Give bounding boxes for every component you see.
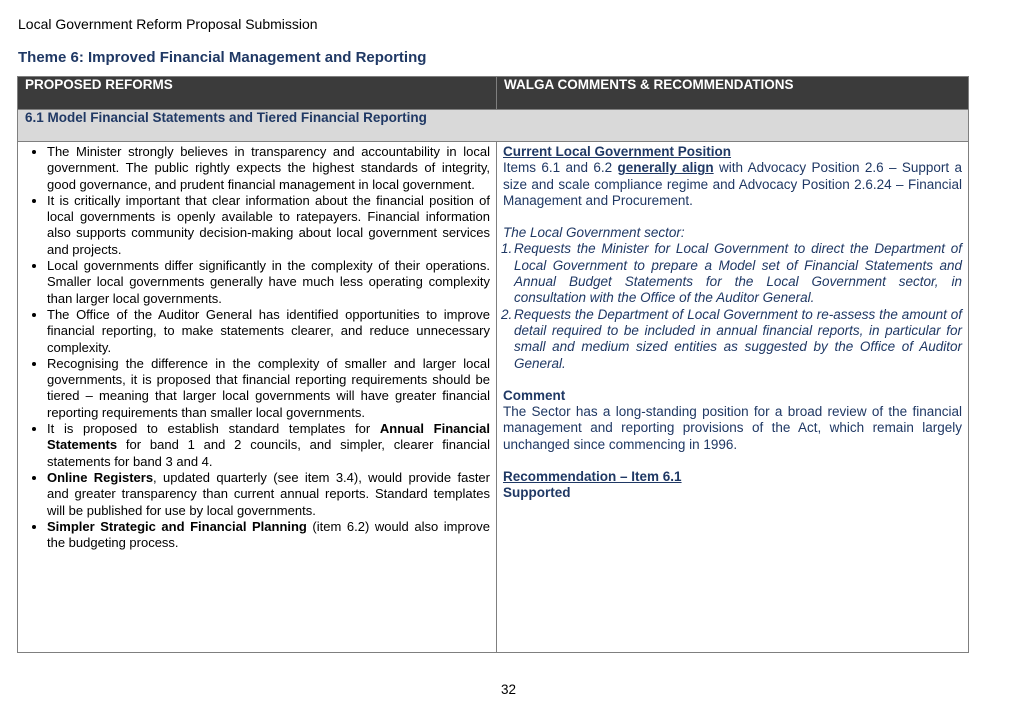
- section-header-row: [18, 110, 969, 142]
- list-item: • Local governments differ significantly in the complexity of their operations. Smaller local governments generally have much less operating complexity than larger local governments.: [47, 258, 490, 307]
- col-header-proposed-reforms: PROPOSED REFORMS: [18, 77, 497, 110]
- list-item: • The Office of the Auditor General has identified opportunities to improve financial reporting, to make statements clearer, and reduce unnecessary complexity.: [47, 307, 490, 356]
- list-item: • It is critically important that clear information about the financial position of local governments is openly available to ratepayers. Financial information also supports community decision-making about local government services and projects.: [47, 193, 490, 258]
- position-heading: Current Local Government Position: [503, 144, 732, 159]
- proposed-reforms-cell: [18, 142, 497, 653]
- table-header-row: [18, 77, 969, 110]
- document-title: Local Government Reform Proposal Submission: [18, 16, 318, 32]
- recommendation-value: Supported: [503, 485, 571, 501]
- reform-table: [17, 76, 969, 653]
- list-item: • The Minister strongly believes in transparency and accountability in local government. The public rightly expects the highest standards of integrity, good governance, and prudent financial management in local government.: [47, 144, 490, 193]
- sector-request-list: [503, 241, 962, 371]
- page-number: 32: [500, 682, 517, 697]
- reform-bullet-list: [24, 144, 490, 551]
- list-item: • Recognising the difference in the complexity of smaller and larger local governments, it is proposed that financial reporting requirements should be tiered – meaning that larger local governments will have greater financial reporting requirements than smaller local governments.: [47, 356, 490, 421]
- list-item: • It is proposed to establish standard templates for Annual Financial Statements for band 1 and 2 councils, and simpler, clearer financial statements for band 3 and 4.: [47, 421, 490, 470]
- col-header-walga-comments: WALGA COMMENTS & RECOMMENDATIONS: [497, 77, 969, 110]
- comment-text: The Sector has a long-standing position for a broad review of the financial management and reporting provisions of the Act, which remain largely unchanged since commencing in 1996.: [503, 404, 962, 452]
- list-item: • Online Registers, updated quarterly (see item 3.4), would provide faster and greater transparency than current annual reports. Standard templates will be published for use by local governments.: [47, 470, 490, 519]
- table-body-row: [18, 142, 969, 653]
- position-text: Items 6.1 and 6.2 generally align with Advocacy Position 2.6 – Support a size and scale compliance regime and Advocacy Position 2.6.24 – Financial Management and Procurement.: [503, 160, 962, 208]
- sector-intro: The Local Government sector:: [503, 225, 685, 241]
- list-item: 1. Requests the Minister for Local Government to direct the Department of Local Government to prepare a Model set of Financial Statements and Annual Budget Statements for the Local Government sector, in consultation with the Office of the Auditor General.: [501, 241, 962, 306]
- list-item: 2. Requests the Department of Local Government to re-assess the amount of detail required to be included in annual financial reports, in particular for small and medium sized entities as suggested by the Office of Auditor General.: [501, 306, 962, 371]
- walga-comments-cell: [497, 142, 969, 653]
- theme-title: Theme 6: Improved Financial Management and Reporting: [18, 49, 427, 66]
- list-item: • Simpler Strategic and Financial Planning (item 6.2) would also improve the budgeting process.: [47, 519, 490, 552]
- recommendation-heading: Recommendation – Item 6.1: [503, 469, 682, 485]
- comment-heading: Comment: [503, 387, 566, 403]
- section-title: 6.1 Model Financial Statements and Tiered Financial Reporting: [18, 110, 969, 142]
